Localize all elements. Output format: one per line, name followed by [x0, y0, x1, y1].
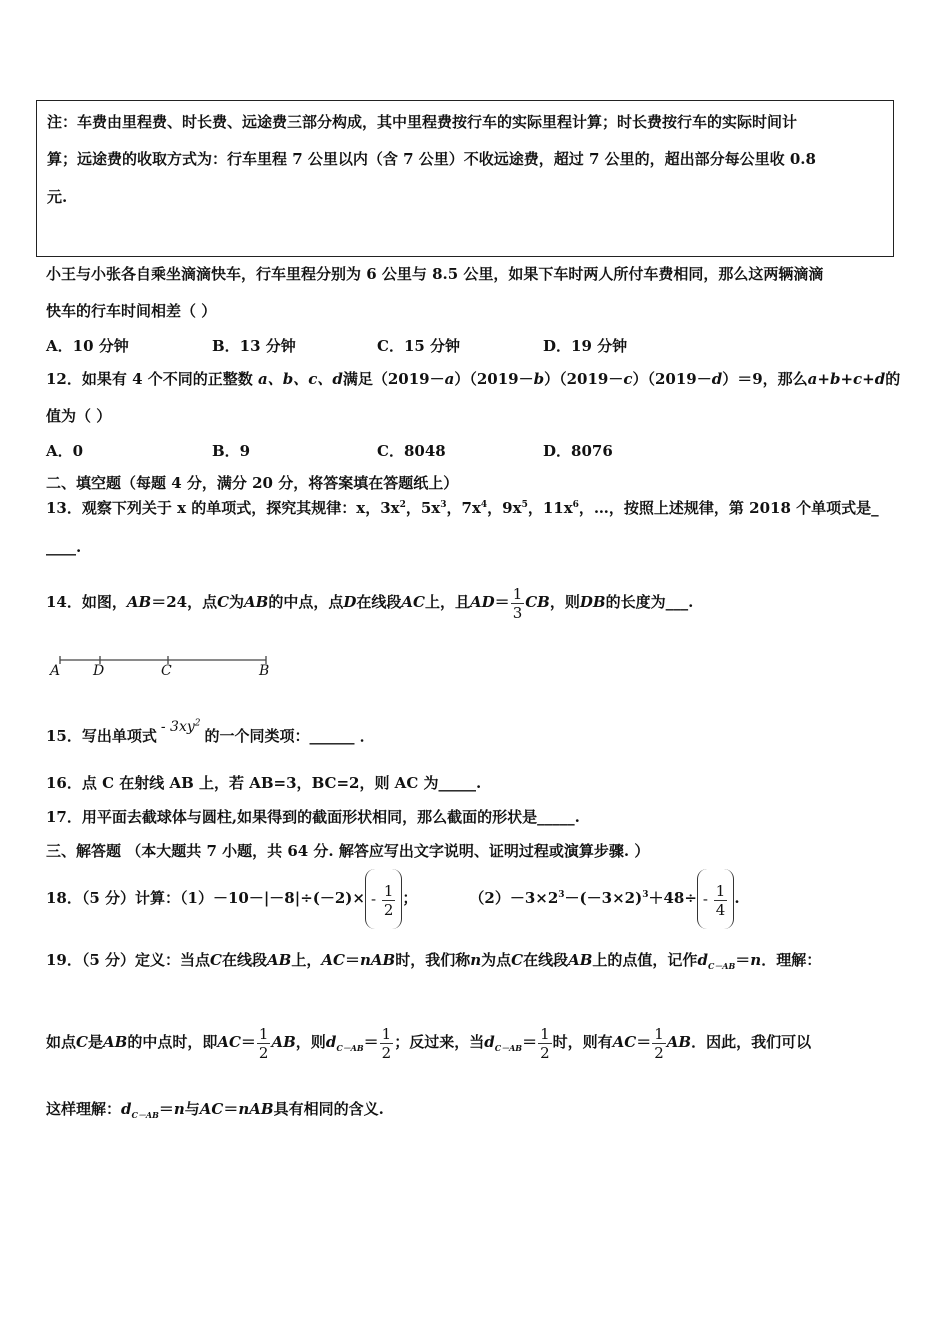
q19-sub-2: C－AB: [336, 1043, 364, 1053]
q13-term-3: ，7x: [446, 499, 481, 517]
q19-l3d: 具有相同的含义.: [273, 1100, 384, 1118]
q19-ab-2: AB: [568, 951, 593, 969]
q12-conn-2: ）（2019－: [544, 370, 624, 388]
q19-line-3: [46, 1099, 384, 1119]
q12-tail: ）＝9，那么: [722, 370, 808, 388]
q19-frac-2: [380, 1025, 394, 1062]
q19-ac-4: AC: [199, 1100, 224, 1118]
q19-frac2-num: 1: [381, 1024, 392, 1043]
q14-label-b: B: [259, 663, 270, 679]
note-line-3: 元.: [47, 188, 68, 206]
q19-sub-3: C－AB: [494, 1043, 523, 1053]
q18-part-2: （2）－3×2: [469, 889, 559, 907]
q13-term-5: ，11x: [527, 499, 573, 517]
q13-line-1: [46, 498, 879, 518]
q18-neg-1: -: [370, 890, 377, 908]
q14-mid1: 为: [229, 593, 245, 611]
q19-frac4-num: 1: [654, 1024, 664, 1043]
q14-db: DB: [579, 593, 606, 611]
q17-line: 17．用平面去截球体与圆柱,如果得到的截面形状相同，那么截面的形状是_____.: [46, 808, 580, 826]
q14-prefix: 14．如图，: [46, 593, 127, 611]
q12-option-c: C．8048: [377, 442, 446, 460]
q11-line-2: 快车的行车时间相差（ ）: [46, 302, 217, 320]
q19-n-3: n: [173, 1100, 185, 1118]
q14-frac-den: 3: [512, 603, 523, 622]
q19-l1d: ＝: [344, 951, 360, 969]
q19-sub-1: C－AB: [707, 961, 736, 971]
q12-sum: a+b+c+d: [807, 370, 886, 388]
q19-l1h: 上的点值，记作: [592, 951, 698, 969]
q19-l2h: ．因此，我们可以: [691, 1033, 812, 1051]
note-box: [36, 100, 894, 257]
q18-semicolon: ；: [402, 889, 418, 907]
q14-mid3: 在线段: [356, 593, 402, 611]
q19-ab-1: AB: [267, 951, 292, 969]
q16-line: 16．点 C 在射线 AB 上，若 AB=3，BC=2，则 AC 为_____.: [46, 774, 482, 792]
q19-l3a: 这样理解：: [46, 1100, 122, 1118]
q18-frac2-num: 1: [715, 881, 726, 900]
q19-sub-4: C－AB: [131, 1110, 159, 1120]
q19-l1f: 为点: [481, 951, 512, 969]
q18-line: [46, 868, 740, 929]
q14-ab: AB: [126, 593, 152, 611]
q13-exp-6: 6: [572, 500, 579, 510]
q11-option-d: D．19 分钟: [543, 337, 628, 355]
q14-eq: ＝: [494, 593, 510, 611]
q14-label-a: A: [50, 663, 61, 679]
q18-part-4: ＋48÷: [648, 889, 697, 907]
q18-frac2-den: 4: [715, 900, 726, 919]
q19-l1j: ．理解：: [761, 951, 822, 969]
q19-ab-3: AB: [102, 1033, 128, 1051]
q14-ad: AD: [470, 593, 495, 611]
q12-var-d: d: [711, 370, 723, 388]
q11-option-c: C．15 分钟: [377, 337, 461, 355]
q13-term-4: ，9x: [487, 499, 522, 517]
q13-text-a: 13．观察下列关于 x 的单项式，探究其规律：x，3x: [46, 499, 400, 517]
q15-exp: 2: [194, 718, 201, 729]
q18-frac1-den: 2: [383, 900, 394, 919]
q18-exp-2: 3: [642, 890, 649, 900]
q12-prefix: 12．如果有 4 个不同的正整数: [46, 370, 253, 388]
q13-term-2: ，5x: [405, 499, 441, 517]
q19-line-2: [46, 1012, 811, 1072]
q19-l2g: 时，则有: [552, 1033, 613, 1051]
note-line-1: 注：车费由里程费、时长费、远途费三部分构成，其中里程费按行车的实际里程计算；时长费按行车的实际时间计: [47, 113, 798, 131]
q12-option-d: D．8076: [543, 442, 613, 460]
q19-line-1: [46, 950, 821, 970]
q18-paren-1: [365, 869, 402, 929]
q15-line: [46, 718, 375, 747]
q13-exp-5: 5: [521, 500, 528, 510]
q18-exp-1: 3: [558, 890, 565, 900]
q12-line-1: [46, 369, 900, 389]
q19-nab-2: nAB: [238, 1100, 274, 1118]
q19-ac-1: AC: [321, 951, 345, 969]
q14-end: 的长度为___.: [605, 593, 694, 611]
q19-ab-4: AB: [271, 1033, 296, 1051]
q15-suffix: 的一个同类项：______ ．: [204, 727, 375, 745]
q19-c-2: C: [511, 951, 524, 969]
section-2-heading: 二、填空题（每题 4 分，满分 20 分，将答案填在答题纸上）: [46, 474, 459, 492]
q19-l1i: ＝: [735, 951, 751, 969]
q19-frac-4: [652, 1025, 666, 1062]
q19-ab-5: AB: [666, 1033, 692, 1051]
q12-option-b: B．9: [212, 442, 251, 460]
q19-l2d-3: ＝: [522, 1033, 538, 1051]
q19-nab-1: nAB: [359, 951, 396, 969]
q19-frac-1: [257, 1025, 271, 1062]
q14-frac-num: 1: [512, 584, 523, 603]
q19-l1a: 19．（5 分）定义：当点: [46, 951, 211, 969]
q13-line-2: ____.: [46, 538, 82, 556]
q13-exp-3: 3: [440, 500, 447, 510]
q19-l3b: ＝: [158, 1100, 174, 1118]
q12-mid: 满足（2019－: [342, 370, 445, 388]
q14-fraction: [511, 585, 525, 622]
q19-ac-3: AC: [612, 1033, 637, 1051]
q11-line-1: 小王与小张各自乘坐滴滴快车，行车里程分别为 6 公里与 8.5 公里，如果下车时两人所付车费相同，那么这两辆滴滴: [46, 265, 824, 283]
q15-expr: - 3xy: [160, 719, 195, 735]
q18-neg-2: -: [702, 890, 708, 908]
q19-frac1-den: 2: [258, 1043, 269, 1062]
q19-d-2: d: [325, 1033, 337, 1051]
q19-d-3: d: [484, 1033, 495, 1051]
q19-n-1: n: [470, 951, 482, 969]
q12-line-2: 值为（ ）: [46, 407, 112, 425]
q18-part-1: 18．（5 分）计算：（1）－10－|－8|÷(－2)×: [46, 889, 365, 907]
q12-conn-3: ）（2019－: [632, 370, 712, 388]
q19-frac2-den: 2: [381, 1043, 392, 1062]
q18-frac1-num: 1: [383, 881, 394, 900]
q14-mid2: 的中点，点: [268, 593, 344, 611]
q19-n-2: n: [750, 951, 762, 969]
q12-end: 的: [885, 370, 901, 388]
note-line-2: 算；远途费的收取方式为：行车里程 7 公里以内（含 7 公里）不收远途费，超过 7 公里的，超出部分每公里收 0.8: [47, 150, 816, 168]
q15-expression: [161, 719, 201, 735]
q19-l2a: 如点: [46, 1033, 77, 1051]
q14-c: C: [217, 593, 230, 611]
q14-line: [46, 575, 693, 629]
q19-l2d-1: ＝: [240, 1033, 256, 1051]
q18-paren-2: [697, 869, 734, 929]
q11-option-b: B．13 分钟: [212, 337, 296, 355]
q19-frac3-num: 1: [540, 1024, 550, 1043]
q14-mid5: ，则: [549, 593, 580, 611]
q14-eq24: ＝24，点: [151, 593, 218, 611]
q19-frac3-den: 2: [540, 1043, 550, 1062]
q19-frac-3: [538, 1025, 552, 1062]
q12-vars: a、b、c、d: [258, 370, 343, 388]
q19-frac4-den: 2: [654, 1043, 664, 1062]
q19-l2f: ；反过来，当: [394, 1033, 485, 1051]
q19-ac-2: AC: [217, 1033, 241, 1051]
q15-prefix: 15．写出单项式: [46, 727, 157, 745]
q19-l1c: 上，: [291, 951, 322, 969]
q19-l2b: 是: [87, 1033, 103, 1051]
q14-ac: AC: [401, 593, 425, 611]
q13-text-b: ，…，按照上述规律，第 2018 个单项式是_: [578, 499, 879, 517]
q14-ab2: AB: [244, 593, 269, 611]
q19-l1g: 在线段: [523, 951, 569, 969]
q18-end: .: [734, 889, 740, 907]
q12-var-c: c: [623, 370, 633, 388]
q19-c-1: C: [210, 951, 222, 969]
q19-l2d-4: ＝: [636, 1033, 652, 1051]
q19-l3c: 与: [184, 1100, 200, 1118]
q14-mid4: 上，且: [425, 593, 471, 611]
q14-label-d: D: [93, 663, 105, 679]
q12-var-a: a: [444, 370, 455, 388]
q19-eq-3: ＝: [223, 1100, 239, 1118]
q19-l1b: 在线段: [222, 951, 268, 969]
q19-frac1-num: 1: [258, 1024, 269, 1043]
q18-part-3: －(－3×2): [564, 889, 643, 907]
q14-cb: CB: [525, 593, 550, 611]
q13-exp-4: 4: [480, 500, 488, 510]
section-3-heading: 三、解答题 （本大题共 7 小题，共 64 分. 解答应写出文字说明、证明过程或演算步骤. ）: [46, 842, 650, 860]
q19-d-1: d: [697, 951, 708, 969]
q13-exp-2: 2: [399, 500, 406, 510]
q19-c-3: C: [76, 1033, 88, 1051]
q19-l2e: ，则: [295, 1033, 326, 1051]
q12-conn-1: ）（2019－: [454, 370, 534, 388]
q14-label-c: C: [161, 663, 172, 679]
q19-l2d-2: ＝: [363, 1033, 379, 1051]
q14-d: D: [343, 593, 357, 611]
q12-option-a: A．0: [46, 442, 84, 460]
q19-l1e: 时，我们称: [395, 951, 471, 969]
q19-l2c: 的中点时，即: [127, 1033, 218, 1051]
q19-d-4: d: [121, 1100, 132, 1118]
q11-option-a: A．10 分钟: [46, 337, 129, 355]
q12-var-b: b: [533, 370, 545, 388]
